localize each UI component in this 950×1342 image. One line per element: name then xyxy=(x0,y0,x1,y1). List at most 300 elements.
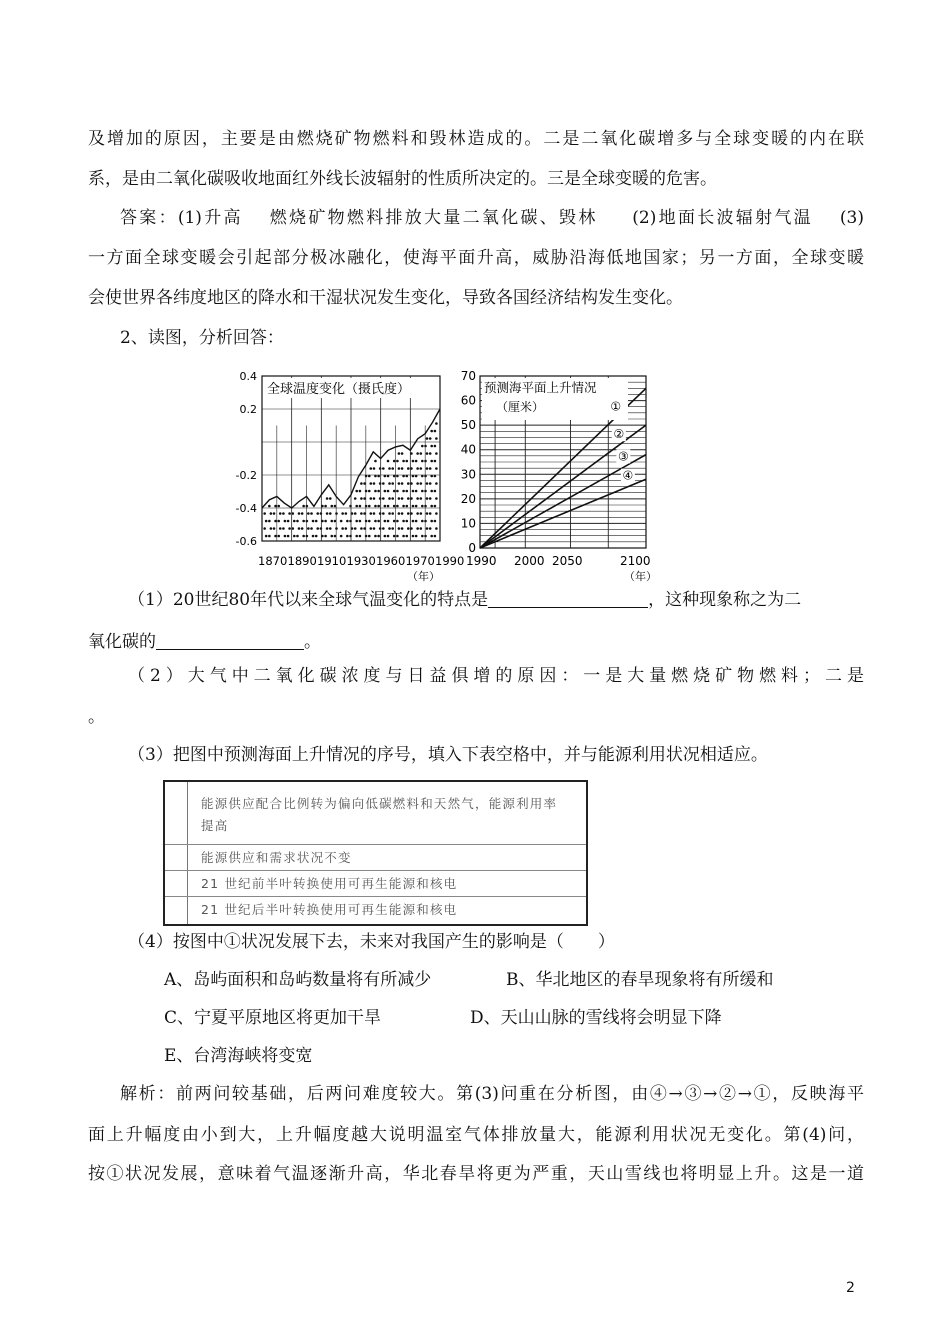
data-dot xyxy=(405,490,408,493)
data-dot xyxy=(401,452,404,455)
data-dot xyxy=(405,535,408,538)
option-c: C、宁夏平原地区将更加干旱 xyxy=(164,1008,382,1028)
data-dot xyxy=(415,460,418,463)
data-dot xyxy=(424,520,427,523)
data-dot xyxy=(430,505,433,508)
data-dot xyxy=(284,535,287,538)
data-dot xyxy=(382,467,385,470)
data-dot xyxy=(273,527,276,530)
data-dot xyxy=(426,452,429,455)
option-b: B、华北地区的春旱现象将有所缓和 xyxy=(506,970,774,990)
data-dot xyxy=(360,497,363,500)
data-dot xyxy=(396,505,399,508)
series-line xyxy=(480,479,646,548)
data-dot xyxy=(401,482,404,485)
data-dot xyxy=(312,535,315,538)
option-a: A、岛屿面积和岛屿数量将有所减少 xyxy=(164,970,432,990)
data-dot xyxy=(298,527,301,530)
data-dot xyxy=(282,512,285,515)
option-e: E、台湾海峡将变宽 xyxy=(164,1046,313,1066)
y-tick-label: -0.4 xyxy=(235,502,257,515)
data-dot xyxy=(415,520,418,523)
data-dot xyxy=(302,505,305,508)
question-heading: 2、读图，分析回答： xyxy=(120,328,284,348)
analysis-line: 按①状况发展，意味着气温逐渐升高，华北春旱将更为严重，天山雪线也将明显上升。这是一道 xyxy=(88,1164,864,1184)
data-dot xyxy=(329,512,332,515)
data-dot xyxy=(421,490,424,493)
data-dot xyxy=(373,482,376,485)
data-dot xyxy=(435,482,438,485)
data-dot xyxy=(382,497,385,500)
data-dot xyxy=(412,505,415,508)
data-dot xyxy=(426,467,429,470)
series-label: ① xyxy=(610,399,622,414)
data-dot xyxy=(288,527,291,530)
data-dot xyxy=(402,535,405,538)
data-dot xyxy=(268,505,271,508)
data-dot xyxy=(434,460,437,463)
data-dot xyxy=(415,490,418,493)
data-dot xyxy=(355,505,358,508)
data-dot xyxy=(307,527,310,530)
data-dot xyxy=(384,490,387,493)
data-dot xyxy=(346,520,349,523)
data-dot xyxy=(393,535,396,538)
data-dot xyxy=(407,512,410,515)
answer-blank[interactable] xyxy=(156,631,304,650)
data-dot xyxy=(415,535,418,538)
y-axis-label: （厘米） xyxy=(496,400,545,414)
data-dot xyxy=(360,527,363,530)
data-dot xyxy=(363,512,366,515)
data-dot xyxy=(412,460,415,463)
data-dot xyxy=(296,520,299,523)
data-dot xyxy=(421,535,424,538)
data-dot xyxy=(388,467,391,470)
data-dot xyxy=(421,445,424,448)
data-dot xyxy=(426,527,429,530)
data-dot xyxy=(424,490,427,493)
data-dot xyxy=(335,512,338,515)
data-dot xyxy=(405,460,408,463)
table-row-divider xyxy=(165,896,586,897)
data-dot xyxy=(401,512,404,515)
data-dot xyxy=(434,445,437,448)
data-dot xyxy=(315,520,318,523)
data-dot xyxy=(363,497,366,500)
data-dot xyxy=(424,535,427,538)
data-dot xyxy=(301,512,304,515)
data-dot xyxy=(384,520,387,523)
charts-figure xyxy=(235,366,657,588)
data-dot xyxy=(412,520,415,523)
analysis-line: 解析：前两问较基础，后两问难度较大。第(3)问重在分析图，由④→③→②→①，反映海平 xyxy=(120,1084,864,1104)
data-dot xyxy=(430,520,433,523)
data-dot xyxy=(426,437,429,440)
data-dot xyxy=(429,497,432,500)
data-dot xyxy=(340,520,343,523)
data-dot xyxy=(329,527,332,530)
data-dot xyxy=(369,527,372,530)
data-dot xyxy=(387,505,390,508)
data-dot xyxy=(306,520,309,523)
data-dot xyxy=(435,497,438,500)
data-dot xyxy=(391,467,394,470)
table-row-divider xyxy=(165,870,586,871)
y-tick-label: 50 xyxy=(460,418,476,433)
data-dot xyxy=(434,505,437,508)
data-dot xyxy=(388,527,391,530)
data-dot xyxy=(402,505,405,508)
question-1-cont xyxy=(88,631,864,653)
data-dot xyxy=(346,535,349,538)
x-tick-label: 1870 xyxy=(258,554,288,568)
data-dot xyxy=(293,520,296,523)
data-dot xyxy=(430,490,433,493)
data-dot xyxy=(388,512,391,515)
data-dot xyxy=(398,512,401,515)
data-dot xyxy=(265,520,268,523)
data-dot xyxy=(296,535,299,538)
data-dot xyxy=(374,460,377,463)
data-dot xyxy=(354,497,357,500)
data-dot xyxy=(398,452,401,455)
data-dot xyxy=(420,482,423,485)
analysis-line: 面上升幅度由小到大，上升幅度越大说明温室气体排放量大，能源利用状况无变化。第(4)问， xyxy=(88,1125,864,1145)
data-dot xyxy=(349,535,352,538)
data-dot xyxy=(265,535,268,538)
series-label: ③ xyxy=(617,449,629,464)
data-dot xyxy=(341,512,344,515)
data-dot xyxy=(396,535,399,538)
data-dot xyxy=(363,527,366,530)
data-dot xyxy=(377,505,380,508)
option-d: D、天山山脉的雪线将会明显下降 xyxy=(470,1008,722,1028)
data-dot xyxy=(268,535,271,538)
question-text: ，这种现象称之为二 xyxy=(648,590,802,610)
x-tick-label: 2000 xyxy=(514,554,545,568)
question-text: 氧化碳的 xyxy=(88,632,156,652)
data-dot xyxy=(287,535,290,538)
data-dot xyxy=(396,520,399,523)
data-dot xyxy=(401,527,404,530)
series-label: ② xyxy=(613,427,625,442)
data-dot xyxy=(270,512,273,515)
data-dot xyxy=(430,460,433,463)
data-dot xyxy=(330,520,333,523)
data-dot xyxy=(329,497,332,500)
y-tick-label: 70 xyxy=(460,369,476,383)
data-dot xyxy=(382,512,385,515)
page-number: 2 xyxy=(846,1280,855,1296)
x-axis-label: （年） xyxy=(624,570,657,583)
data-dot xyxy=(434,430,437,433)
question-text: 。 xyxy=(304,632,321,652)
data-dot xyxy=(302,520,305,523)
data-dot xyxy=(335,527,338,530)
data-dot xyxy=(430,430,433,433)
data-dot xyxy=(398,482,401,485)
data-dot xyxy=(387,535,390,538)
data-dot xyxy=(426,512,429,515)
data-dot xyxy=(377,520,380,523)
data-dot xyxy=(434,490,437,493)
data-dot xyxy=(393,460,396,463)
data-dot xyxy=(434,535,437,538)
data-dot xyxy=(282,527,285,530)
data-dot xyxy=(373,527,376,530)
data-dot xyxy=(391,512,394,515)
data-dot xyxy=(398,527,401,530)
y-tick-label: -0.6 xyxy=(235,535,257,548)
data-dot xyxy=(398,467,401,470)
data-dot xyxy=(405,505,408,508)
data-dot xyxy=(435,512,438,515)
data-dot xyxy=(279,512,282,515)
data-dot xyxy=(384,505,387,508)
data-dot xyxy=(393,490,396,493)
data-dot xyxy=(277,505,280,508)
data-dot xyxy=(434,520,437,523)
table-cell: 21 世纪后半叶转换使用可再生能源和核电 xyxy=(201,902,458,917)
chart-title: 全球温度变化（摄氏度） xyxy=(267,382,411,397)
data-dot xyxy=(382,527,385,530)
text-line: 会使世界各纬度地区的降水和干湿状况发生变化，导致各国经济结构发生变化。 xyxy=(88,288,683,308)
table-cell: 能源供应配合比例转为偏向低碳燃料和天然气，能源利用率 xyxy=(201,796,558,811)
data-dot xyxy=(426,482,429,485)
data-dot xyxy=(293,535,296,538)
data-dot xyxy=(369,497,372,500)
data-dot xyxy=(387,520,390,523)
data-dot xyxy=(416,452,419,455)
data-dot xyxy=(316,527,319,530)
data-dot xyxy=(420,467,423,470)
data-dot xyxy=(368,520,371,523)
y-tick-label: 30 xyxy=(460,467,476,482)
data-dot xyxy=(426,497,429,500)
data-dot xyxy=(416,482,419,485)
data-dot xyxy=(377,535,380,538)
data-dot xyxy=(420,527,423,530)
data-dot xyxy=(326,512,329,515)
data-dot xyxy=(274,505,277,508)
data-dot xyxy=(405,520,408,523)
data-dot xyxy=(435,452,438,455)
data-dot xyxy=(320,527,323,530)
data-dot xyxy=(387,460,390,463)
data-dot xyxy=(288,512,291,515)
data-dot xyxy=(398,497,401,500)
data-dot xyxy=(421,460,424,463)
question-1 xyxy=(128,589,872,611)
data-dot xyxy=(435,422,438,425)
data-dot xyxy=(430,535,433,538)
data-dot xyxy=(384,535,387,538)
data-dot xyxy=(396,490,399,493)
y-tick-label: 60 xyxy=(460,393,476,408)
data-dot xyxy=(274,520,277,523)
data-dot xyxy=(349,520,352,523)
data-dot xyxy=(377,490,380,493)
data-dot xyxy=(263,512,266,515)
data-dot xyxy=(360,482,363,485)
data-dot xyxy=(316,512,319,515)
data-dot xyxy=(416,497,419,500)
question-2-end: 。 xyxy=(88,707,105,727)
data-dot xyxy=(354,527,357,530)
data-dot xyxy=(349,505,352,508)
series-label: ④ xyxy=(622,468,634,483)
x-tick-label: 1990 xyxy=(435,554,465,568)
data-dot xyxy=(429,527,432,530)
data-dot xyxy=(407,467,410,470)
data-dot xyxy=(324,505,327,508)
data-dot xyxy=(429,437,432,440)
data-dot xyxy=(274,535,277,538)
x-tick-label: 1890 xyxy=(287,554,317,568)
temperature-chart xyxy=(236,370,465,583)
data-dot xyxy=(263,527,266,530)
table-column-divider xyxy=(187,782,188,924)
data-dot xyxy=(415,505,418,508)
data-dot xyxy=(277,520,280,523)
data-dot xyxy=(388,482,391,485)
data-dot xyxy=(401,467,404,470)
data-dot xyxy=(345,512,348,515)
data-dot xyxy=(391,527,394,530)
data-dot xyxy=(402,460,405,463)
data-dot xyxy=(374,535,377,538)
data-dot xyxy=(402,520,405,523)
data-dot xyxy=(273,512,276,515)
data-dot xyxy=(416,527,419,530)
data-dot xyxy=(359,505,362,508)
data-dot xyxy=(374,520,377,523)
data-dot xyxy=(298,512,301,515)
data-dot xyxy=(368,535,371,538)
data-dot xyxy=(270,527,273,530)
x-tick-label: 1910 xyxy=(317,554,347,568)
data-dot xyxy=(401,497,404,500)
x-tick-label: 2100 xyxy=(620,554,651,568)
y-tick-label: 20 xyxy=(460,491,476,506)
data-dot xyxy=(326,527,329,530)
answer-blank[interactable] xyxy=(488,589,648,608)
data-dot xyxy=(268,520,271,523)
data-dot xyxy=(287,520,290,523)
data-dot xyxy=(355,490,358,493)
data-dot xyxy=(373,512,376,515)
data-dot xyxy=(416,512,419,515)
data-dot xyxy=(429,482,432,485)
data-dot xyxy=(307,512,310,515)
data-dot xyxy=(345,527,348,530)
data-dot xyxy=(429,512,432,515)
data-dot xyxy=(407,527,410,530)
data-dot xyxy=(315,535,318,538)
x-tick-label: 1930 xyxy=(346,554,376,568)
data-dot xyxy=(424,445,427,448)
data-dot xyxy=(302,535,305,538)
data-dot xyxy=(330,535,333,538)
table-row-divider xyxy=(165,844,586,845)
data-dot xyxy=(374,490,377,493)
question-3: （3）把图中预测海面上升情况的序号，填入下表空格中，并与能源利用状况相适应。 xyxy=(128,745,768,765)
data-dot xyxy=(382,482,385,485)
data-dot xyxy=(420,512,423,515)
sea-level-chart xyxy=(461,369,657,583)
table-cell: 21 世纪前半叶转换使用可再生能源和核电 xyxy=(201,876,458,891)
y-tick-label: 0.2 xyxy=(239,403,257,416)
data-dot xyxy=(421,520,424,523)
data-dot xyxy=(279,527,282,530)
data-dot xyxy=(393,520,396,523)
data-dot xyxy=(359,520,362,523)
data-dot xyxy=(320,512,323,515)
data-dot xyxy=(368,490,371,493)
data-dot xyxy=(420,497,423,500)
data-dot xyxy=(326,497,329,500)
data-dot xyxy=(402,490,405,493)
data-dot xyxy=(429,452,432,455)
data-dot xyxy=(388,497,391,500)
data-dot xyxy=(324,535,327,538)
data-dot xyxy=(354,512,357,515)
data-dot xyxy=(277,535,280,538)
data-dot xyxy=(330,505,333,508)
data-dot xyxy=(407,482,410,485)
y-tick-label: 40 xyxy=(460,442,476,457)
y-tick-label: 10 xyxy=(460,516,476,531)
x-tick-label: 1990 xyxy=(466,554,497,568)
data-dot xyxy=(435,467,438,470)
data-dot xyxy=(387,490,390,493)
data-dot xyxy=(324,520,327,523)
data-dot xyxy=(368,505,371,508)
y-tick-label: -0.2 xyxy=(235,469,257,482)
data-dot xyxy=(363,482,366,485)
data-dot xyxy=(360,512,363,515)
x-tick-label: 1970 xyxy=(405,554,435,568)
data-dot xyxy=(412,490,415,493)
y-tick-label: 0 xyxy=(468,541,476,555)
text-line: 一方面全球变暖会引起部分极冰融化，使海平面升高，威胁沿海低地国家；另一方面，全球变暖 xyxy=(88,248,864,268)
data-dot xyxy=(306,535,309,538)
data-dot xyxy=(369,482,372,485)
data-dot xyxy=(301,527,304,530)
table-cell: 能源供应和需求状况不变 xyxy=(201,850,352,865)
data-dot xyxy=(340,535,343,538)
data-dot xyxy=(420,452,423,455)
data-dot xyxy=(407,497,410,500)
text-line: 系，是由二氧化碳吸收地面红外线长波辐射的性质所决定的。三是全球变暖的危害。 xyxy=(88,169,717,189)
data-dot xyxy=(373,467,376,470)
data-dot xyxy=(374,505,377,508)
data-dot xyxy=(373,497,376,500)
data-dot xyxy=(435,527,438,530)
data-dot xyxy=(429,467,432,470)
table-cell: 提高 xyxy=(201,818,229,833)
question-4: （4）按图中①状况发展下去，未来对我国产生的影响是（ ） xyxy=(128,932,615,952)
data-dot xyxy=(396,460,399,463)
text-line: 答案：(1)升高 燃烧矿物燃料排放大量二氧化碳、毁林 (2)地面长波辐射气温 (3) xyxy=(120,208,864,228)
data-dot xyxy=(310,512,313,515)
data-dot xyxy=(424,505,427,508)
data-dot xyxy=(355,535,358,538)
data-dot xyxy=(391,497,394,500)
data-dot xyxy=(355,520,358,523)
data-dot xyxy=(369,512,372,515)
